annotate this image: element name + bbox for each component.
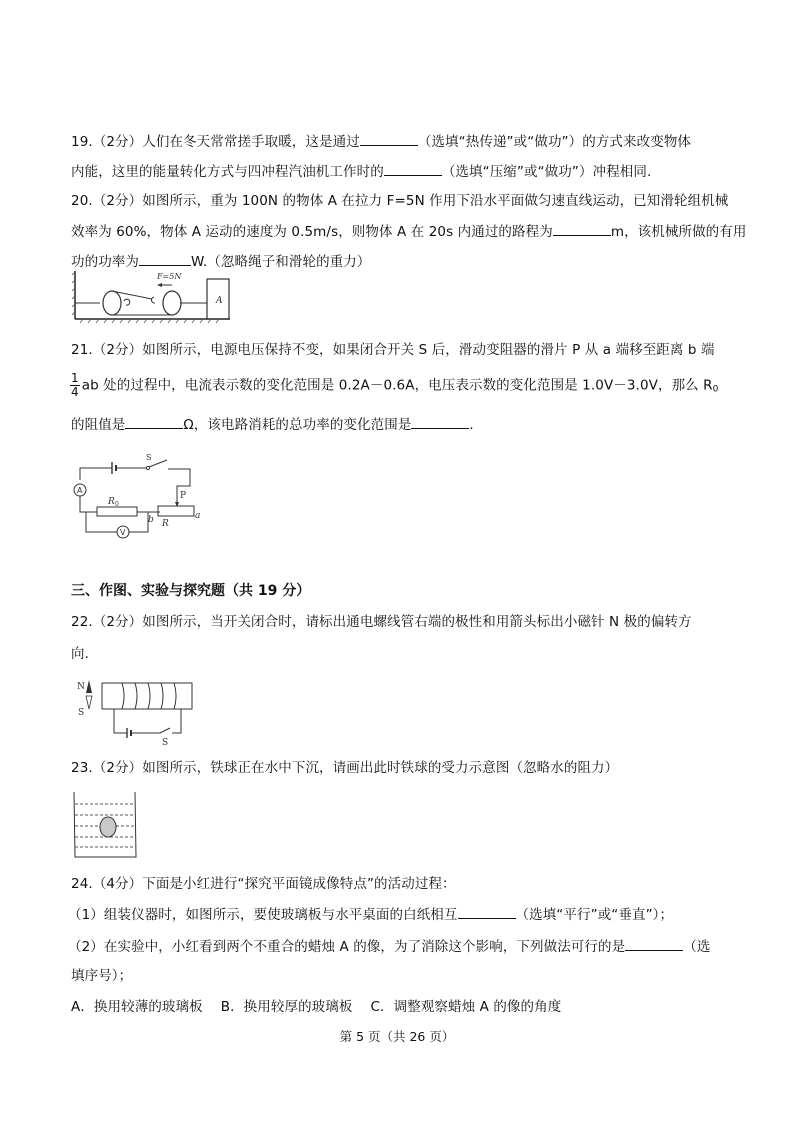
q24-line2 bbox=[68, 906, 673, 923]
q22-text-1: 22.（2分）如图所示，当开关闭合时，请标出通电螺线管右端的极性和用箭头标出小磁针 N 极的偏转方 bbox=[71, 614, 692, 630]
q19-text-1: 19.（2分）人们在冬天常常搓手取暖，这是通过 bbox=[71, 134, 360, 150]
q19-blank-1[interactable] bbox=[360, 133, 418, 146]
svg-text:b: b bbox=[148, 515, 154, 525]
q24-options bbox=[71, 999, 561, 1015]
frac-den: 4 bbox=[71, 385, 79, 399]
q21-line3 bbox=[71, 416, 474, 433]
svg-text:P: P bbox=[180, 491, 187, 501]
q21-text-3c: . bbox=[469, 417, 474, 433]
q19-text-2b: （选填“压缩”或“做功”）冲程相同. bbox=[441, 164, 652, 180]
svg-text:a: a bbox=[195, 511, 200, 521]
q21-line2 bbox=[70, 372, 718, 399]
q24-option-list: A．换用较薄的玻璃板 B．换用较厚的玻璃板 C．调整观察蜡烛 A 的像的角度 bbox=[71, 999, 562, 1015]
svg-text:S: S bbox=[162, 738, 169, 745]
q20-line1 bbox=[71, 193, 728, 209]
q21-blank-2[interactable] bbox=[411, 416, 469, 429]
q21-text-3b: Ω，该电路消耗的总功率的变化范围是 bbox=[183, 417, 412, 433]
q19-text-2: 内能，这里的能量转化方式与四冲程汽油机工作时的 bbox=[71, 164, 384, 180]
svg-text:R: R bbox=[108, 497, 115, 507]
q20-text-2: 效率为 60%，物体 A 运动的速度为 0.5m/s，则物体 A 在 20s 内通过的路程为 bbox=[71, 224, 553, 240]
svg-text:S: S bbox=[78, 708, 85, 718]
r0-subscript: 0 bbox=[712, 384, 719, 395]
q20-text-3: 功的功率为 bbox=[71, 254, 139, 270]
q24-blank-1[interactable] bbox=[458, 906, 516, 919]
q21-blank-1[interactable] bbox=[125, 416, 183, 429]
q24-text-4: 填序号）； bbox=[71, 968, 133, 984]
circuit-figure bbox=[70, 450, 200, 545]
q21-text-2: ab 处的过程中，电流表示数的变化范围是 0.2A－0.6A，电压表示数的变化范围是 1.0V－3.0V，那么 R bbox=[81, 377, 713, 394]
q19-text-1b: （选填“热传递”或“做功”）的方式来改变物体 bbox=[417, 134, 692, 150]
q22-line2 bbox=[71, 646, 89, 662]
q19-blank-2[interactable] bbox=[384, 163, 442, 176]
q19-line1 bbox=[71, 133, 691, 150]
svg-text:N: N bbox=[77, 682, 85, 692]
q23-line1 bbox=[71, 760, 618, 776]
svg-text:F=5N: F=5N bbox=[157, 272, 182, 281]
q24-line1 bbox=[71, 876, 456, 892]
solenoid-figure bbox=[72, 675, 202, 745]
q21-line1 bbox=[71, 342, 715, 358]
q20-line2 bbox=[71, 223, 746, 240]
q22-line1 bbox=[71, 614, 692, 630]
q20-text-2b: m，该机械所做的有用 bbox=[610, 224, 747, 240]
svg-text:A: A bbox=[77, 486, 83, 495]
svg-text:0: 0 bbox=[115, 501, 119, 508]
section-3-title: 三、作图、实验与探究题（共 19 分） bbox=[71, 583, 311, 599]
q24-text-2: （1）组装仪器时，如图所示，要使玻璃板与水平桌面的白纸相互 bbox=[68, 907, 458, 923]
q24-text-1: 24.（4分）下面是小红进行“探究平面镜成像特点”的活动过程： bbox=[71, 876, 456, 892]
pulley-figure bbox=[72, 263, 232, 325]
svg-text:S: S bbox=[146, 453, 152, 462]
water-tank-figure bbox=[72, 790, 140, 860]
q24-text-3: （2）在实验中，小红看到两个不重合的蜡烛 A 的像，为了消除这个影响，下列做法可行的是 bbox=[68, 939, 626, 955]
q23-text-1: 23.（2分）如图所示，铁球正在水中下沉，请画出此时铁球的受力示意图（忽略水的阻力） bbox=[71, 760, 619, 776]
svg-text:A: A bbox=[216, 296, 223, 306]
q20-text-3b: W.（忽略绳子和滑轮的重力） bbox=[191, 254, 371, 270]
svg-text:R: R bbox=[162, 519, 169, 529]
q22-text-2: 向. bbox=[71, 646, 89, 662]
frac-num: 1 bbox=[71, 371, 79, 385]
q19-line2 bbox=[71, 163, 651, 180]
iron-ball bbox=[100, 817, 116, 837]
q21-text-3: 的阻值是 bbox=[71, 417, 126, 433]
fraction-one-quarter bbox=[70, 372, 80, 399]
q20-blank-1[interactable] bbox=[553, 223, 611, 236]
page-footer: 第 5 页（共 26 页） bbox=[339, 1029, 455, 1044]
q24-text-2b: （选填“平行”或“垂直”）； bbox=[515, 907, 674, 923]
svg-text:V: V bbox=[120, 528, 126, 537]
q24-line4 bbox=[71, 968, 132, 984]
q24-text-3b: （选 bbox=[683, 939, 711, 955]
q21-text-1: 21.（2分）如图所示，电源电压保持不变，如果闭合开关 S 后，滑动变阻器的滑片 P 从 a 端移至距离 b 端 bbox=[71, 342, 715, 358]
q24-blank-2[interactable] bbox=[625, 938, 683, 951]
q20-text-1: 20.（2分）如图所示，重为 100N 的物体 A 在拉力 F=5N 作用下沿水平面做匀速直线运动，已知滑轮组机械 bbox=[71, 193, 729, 209]
q24-line3 bbox=[68, 938, 710, 955]
